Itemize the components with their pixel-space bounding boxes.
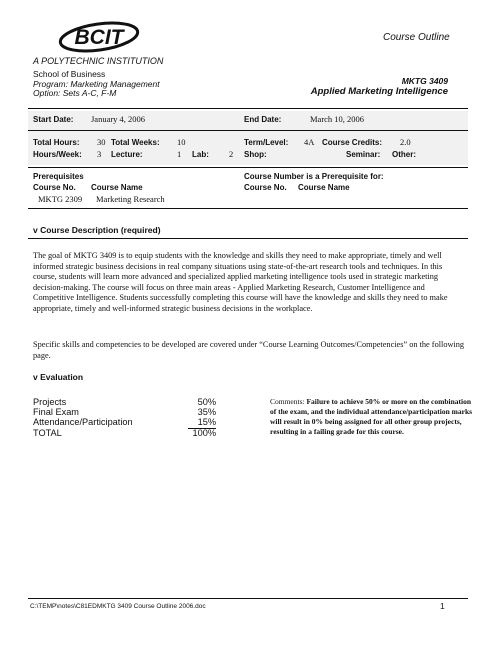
course-credits-label: Course Credits: (322, 138, 383, 147)
term-level-value: 4A (304, 137, 315, 147)
start-date-value: January 4, 2006 (91, 114, 146, 124)
hours-week-label: Hours/Week: (33, 150, 82, 159)
divider (28, 130, 468, 131)
eval-item-name: Attendance/Participation (33, 417, 133, 427)
divider (28, 238, 468, 239)
start-date-label: Start Date: (33, 115, 74, 124)
prereq-course-no: MKTG 2309 (38, 194, 83, 204)
divider (28, 167, 468, 168)
evaluation-heading: v Evaluation (33, 372, 84, 382)
eval-total-value: 100% (192, 428, 216, 438)
end-date-label: End Date: (244, 115, 282, 124)
lab-label: Lab: (192, 150, 209, 159)
prereq-for-course-name-header: Course Name (298, 183, 350, 192)
other-label: Other: (392, 150, 416, 159)
lab-value: 2 (229, 149, 234, 159)
institution-tagline: A POLYTECHNIC INSTITUTION (33, 56, 164, 66)
prereq-course-name: Marketing Research (96, 194, 165, 204)
prereq-course-name-header: Course Name (91, 183, 143, 192)
course-code-block (311, 76, 448, 97)
eval-item-name: Projects (33, 397, 67, 407)
total-hours-value: 30 (97, 137, 106, 147)
term-level-label: Term/Level: (244, 138, 289, 147)
course-description-heading: v Course Description (required) (33, 225, 161, 235)
course-credits-value: 2.0 (400, 137, 411, 147)
total-weeks-value: 10 (177, 137, 186, 147)
option-name: Option: Sets A-C, F-M (33, 88, 117, 98)
hours-week-value: 3 (97, 149, 102, 159)
total-weeks-label: Total Weeks: (111, 138, 160, 147)
end-date-value: March 10, 2006 (310, 114, 365, 124)
evaluation-comments (270, 397, 475, 437)
eval-item-value: 15% (197, 417, 216, 427)
document-type: Course Outline (383, 32, 450, 43)
logo-text: BCIT (74, 26, 124, 49)
comments-text: Failure to achieve 50% or more on the combination of the exam, and the individual attendance/participation marks will result in 0% being assigned for all other group projects, resulting in a failing grade for this course. (270, 397, 473, 436)
prereq-for-course-no-header: Course No. (244, 183, 287, 192)
total-hours-label: Total Hours: (33, 138, 80, 147)
footer-divider (28, 598, 468, 599)
prerequisite-for-heading: Course Number is a Prerequisite for: (244, 172, 384, 181)
course-code: MKTG 3409 (401, 76, 448, 86)
school-block (33, 70, 160, 99)
prerequisites-heading: Prerequisites (33, 172, 84, 181)
eval-total-label: TOTAL (33, 428, 62, 438)
prereq-course-no-header: Course No. (33, 183, 76, 192)
school-name: School of Business (33, 69, 106, 79)
program-name: Program: Marketing Management (33, 78, 160, 89)
divider (28, 208, 468, 209)
eval-item-name: Final Exam (33, 407, 79, 417)
eval-item-value: 50% (197, 397, 216, 407)
skills-note-paragraph: Specific skills and competencies to be developed are covered under “Course Learning Outcomes/Competencies” on the following page. (33, 340, 465, 360)
comments-label: Comments: (270, 397, 305, 406)
course-description-paragraph: The goal of MKTG 3409 is to equip students with the knowledge and skills they need to make appropriate, timely and well informed strategic business decisions in real company situations using state-of-the-art research tools and techniques. In this course, students will learn more advanced and specialized applied marketing intelligence tools used in strategic marketing decision-making. The course will focus on three main areas - Applied Marketing Research, Customer Intelligence and Competitive Intelligence. Students successfully completing this course will have the knowledge and skills they need to make appropriate, timely and well-informed strategic business decisions in the workplace. (33, 251, 448, 313)
course-title: Applied Marketing Intelligence (310, 86, 448, 97)
seminar-label: Seminar: (346, 150, 381, 159)
eval-item-value: 35% (197, 407, 216, 417)
shop-label: Shop: (244, 150, 267, 159)
divider (28, 108, 468, 109)
lecture-value: 1 (177, 149, 182, 159)
page-number: 1 (440, 601, 445, 611)
footer-file-path: C:\TEMP\notes\C81EDMKTG 3409 Course Outline 2006.doc (30, 603, 206, 610)
bcit-logo (58, 20, 140, 54)
lecture-label: Lecture: (111, 150, 143, 159)
